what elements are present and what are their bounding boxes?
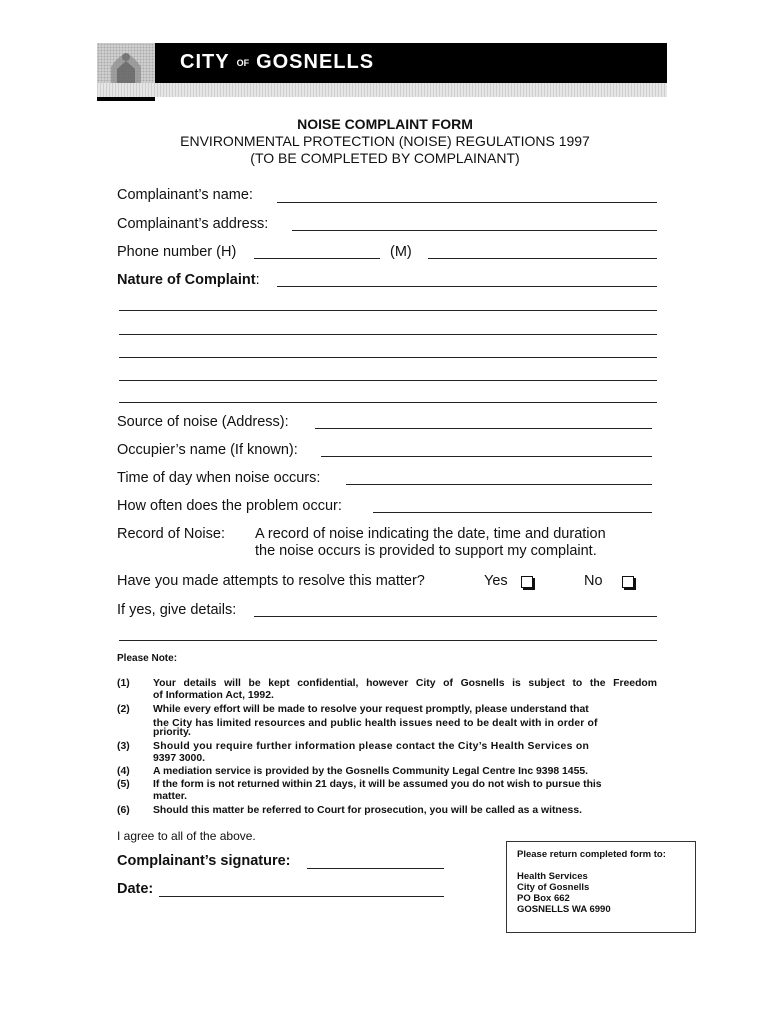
details-field[interactable] bbox=[254, 616, 657, 617]
time-of-day-field[interactable] bbox=[346, 484, 652, 485]
nature-of-complaint-line[interactable] bbox=[119, 380, 657, 381]
details-label: If yes, give details: bbox=[117, 602, 237, 618]
please-note-heading: Please Note: bbox=[117, 653, 178, 664]
no-checkbox[interactable] bbox=[622, 573, 634, 591]
note-item: Should you require further information please contact the City’s Health Services on 9397 3000. bbox=[153, 741, 590, 764]
return-line: GOSNELLS WA 6990 bbox=[517, 904, 611, 915]
phone-home-field[interactable] bbox=[254, 258, 380, 259]
date-field[interactable] bbox=[159, 896, 444, 897]
note-item: If the form is not returned within 21 days, it will be assumed you do not wish to pursue this matter. bbox=[153, 779, 602, 802]
completion-note: (TO BE COMPLETED BY COMPLAINANT) bbox=[250, 150, 520, 166]
nature-of-complaint-line[interactable] bbox=[119, 310, 657, 311]
record-of-noise-label: Record of Noise: bbox=[117, 526, 225, 542]
complainant-name-field[interactable] bbox=[277, 202, 657, 203]
phone-mobile-field[interactable] bbox=[428, 258, 657, 259]
note-item: A mediation service is provided by the Gosnells Community Legal Centre Inc 9398 1455. bbox=[153, 766, 589, 777]
return-address-box bbox=[506, 841, 696, 933]
occupier-name-label: Occupier’s name (If known): bbox=[117, 442, 298, 458]
note-number: (5) bbox=[117, 779, 130, 790]
noise-source-field[interactable] bbox=[315, 428, 652, 429]
note-item: Should this matter be referred to Court for prosecution, you will be called as a witness. bbox=[153, 805, 582, 816]
nature-of-complaint-line[interactable] bbox=[119, 357, 657, 358]
nature-of-complaint-line[interactable] bbox=[119, 334, 657, 335]
record-of-noise-text-2: the noise occurs is provided to support my complaint. bbox=[255, 543, 597, 559]
note-item: While every effort will be made to resolve your request promptly, please understand that the City has limited resources and public health issues need to be dealt with in order of priority. bbox=[153, 704, 598, 738]
note-number: (4) bbox=[117, 766, 130, 777]
signature-field[interactable] bbox=[307, 868, 444, 869]
details-line[interactable] bbox=[119, 640, 657, 641]
frequency-label: How often does the problem occur: bbox=[117, 498, 342, 514]
nature-of-complaint-line[interactable] bbox=[119, 402, 657, 403]
complainant-address-label: Complainant’s address: bbox=[117, 216, 269, 232]
signature-label: Complainant’s signature: bbox=[117, 853, 291, 869]
nature-of-complaint-label: Nature of Complaint: bbox=[117, 272, 260, 288]
noise-source-label: Source of noise (Address): bbox=[117, 414, 289, 430]
resolve-attempts-label: Have you made attempts to resolve this matter? bbox=[117, 573, 425, 589]
city-logo-text: CITY OF GOSNELLS bbox=[180, 51, 375, 73]
time-of-day-label: Time of day when noise occurs: bbox=[117, 470, 321, 486]
yes-label: Yes bbox=[484, 573, 508, 589]
phone-mobile-label: (M) bbox=[390, 244, 412, 260]
note-number: (2) bbox=[117, 704, 130, 715]
nature-of-complaint-field[interactable] bbox=[277, 286, 657, 287]
note-item: Your details will be kept confidential, however City of Gosnells is subject to the Freedom of Information Act, 1992. bbox=[153, 678, 657, 701]
occupier-name-field[interactable] bbox=[321, 456, 652, 457]
date-label: Date: bbox=[117, 881, 154, 897]
letterhead bbox=[97, 43, 667, 97]
frequency-field[interactable] bbox=[373, 512, 652, 513]
complainant-name-label: Complainant’s name: bbox=[117, 187, 253, 203]
note-number: (1) bbox=[117, 678, 130, 689]
yes-checkbox[interactable] bbox=[521, 573, 533, 591]
agreement-text: I agree to all of the above. bbox=[117, 829, 256, 843]
regulations-title: ENVIRONMENTAL PROTECTION (NOISE) REGULATIONS 1997 bbox=[180, 133, 590, 149]
return-line: PO Box 662 bbox=[517, 893, 570, 904]
return-line: Health Services bbox=[517, 871, 588, 882]
return-line: City of Gosnells bbox=[517, 882, 590, 893]
phone-home-label: Phone number (H) bbox=[117, 244, 237, 260]
form-title: NOISE COMPLAINT FORM bbox=[297, 116, 473, 132]
note-number: (6) bbox=[117, 805, 130, 816]
record-of-noise-text: A record of noise indicating the date, time and duration bbox=[255, 526, 606, 542]
no-label: No bbox=[584, 573, 603, 589]
note-number: (3) bbox=[117, 741, 130, 752]
return-heading: Please return completed form to: bbox=[517, 849, 666, 860]
complainant-address-field[interactable] bbox=[292, 230, 657, 231]
